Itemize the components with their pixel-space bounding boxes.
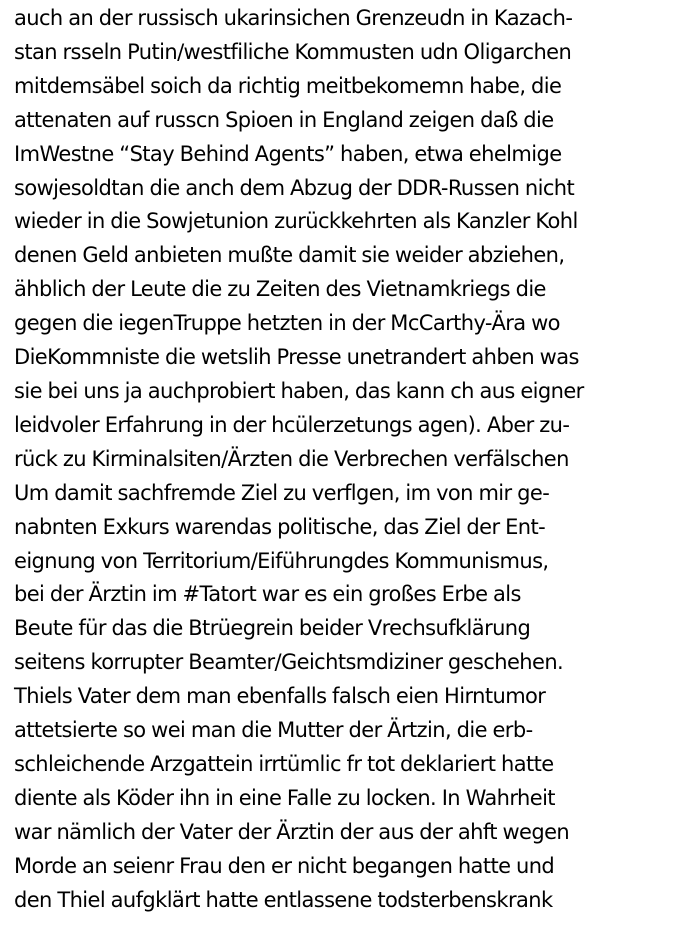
- text-line: attenaten auf russcn Spioen in England zeigen daß die: [14, 107, 554, 132]
- text-line: diente als Köder ihn in eine Falle zu locken. In Wahrheit: [14, 785, 555, 810]
- text-line: nabnten Exkurs warendas politische, das Ziel der Ent-: [14, 514, 546, 539]
- text-line: eignung von Territorium/Eiführungdes Kommunismus,: [14, 548, 549, 573]
- text-line: attetsierte so wei man die Mutter der Ärtzin, die erb-: [14, 718, 533, 743]
- text-line: wieder in die Sowjetunion zurückkehrten als Kanzler Kohl: [14, 209, 578, 234]
- text-line: DieKommniste die wetslih Presse unetrandert ahben was: [14, 345, 579, 370]
- text-line: ImWestne “Stay Behind Agents” haben, etwa ehelmige: [14, 141, 562, 166]
- text-line: war nämlich der Vater der Ärztin der aus der ahft wegen: [14, 819, 570, 844]
- text-line: Thiels Vater dem man ebenfalls falsch eien Hirntumor: [14, 684, 546, 709]
- text-line: den Thiel aufgklärt hatte entlassene todsterbenskrank: [14, 887, 553, 912]
- text-line: gegen die iegenTruppe hetzten in der McCarthy-Ära wo: [14, 311, 560, 336]
- text-line: stan rsseln Putin/westfiliche Kommusten udn Oligarchen: [14, 39, 572, 64]
- text-line: sie bei uns ja auchprobiert haben, das kann ch aus eigner: [14, 378, 584, 403]
- document-page: [14, 2, 684, 917]
- text-line: bei der Ärztin im #Tatort war es ein großes Erbe als: [14, 582, 521, 607]
- text-line: Beute für das die Btrüegrein beider Vrechsufklärung: [14, 616, 531, 641]
- text-line: seitens korrupter Beamter/Geichtsmdiziner geschehen.: [14, 650, 564, 675]
- text-line: ähblich der Leute die zu Zeiten des Vietnamkriegs die: [14, 277, 546, 302]
- text-line: sowjesoldtan die anch dem Abzug der DDR-Russen nicht: [14, 175, 575, 200]
- text-line: leidvoler Erfahrung in der hcülerzetungs agen). Aber zu-: [14, 412, 570, 437]
- text-line: schleichende Arzgattein irrtümlic fr tot deklariert hatte: [14, 751, 554, 776]
- text-line: Um damit sachfremde Ziel zu verflgen, im von mir ge-: [14, 480, 550, 505]
- text-line: mitdemsäbel soich da richtig meitbekomemn habe, die: [14, 73, 562, 98]
- text-line: rück zu Kirminalsiten/Ärzten die Verbrechen verfälschen: [14, 446, 569, 471]
- text-line: auch an der russisch ukarinsichen Grenzeudn in Kazach-: [14, 6, 573, 30]
- text-line: Morde an seienr Frau den er nicht begangen hatte und: [14, 853, 555, 878]
- text-line: denen Geld anbieten mußte damit sie weider abziehen,: [14, 243, 565, 268]
